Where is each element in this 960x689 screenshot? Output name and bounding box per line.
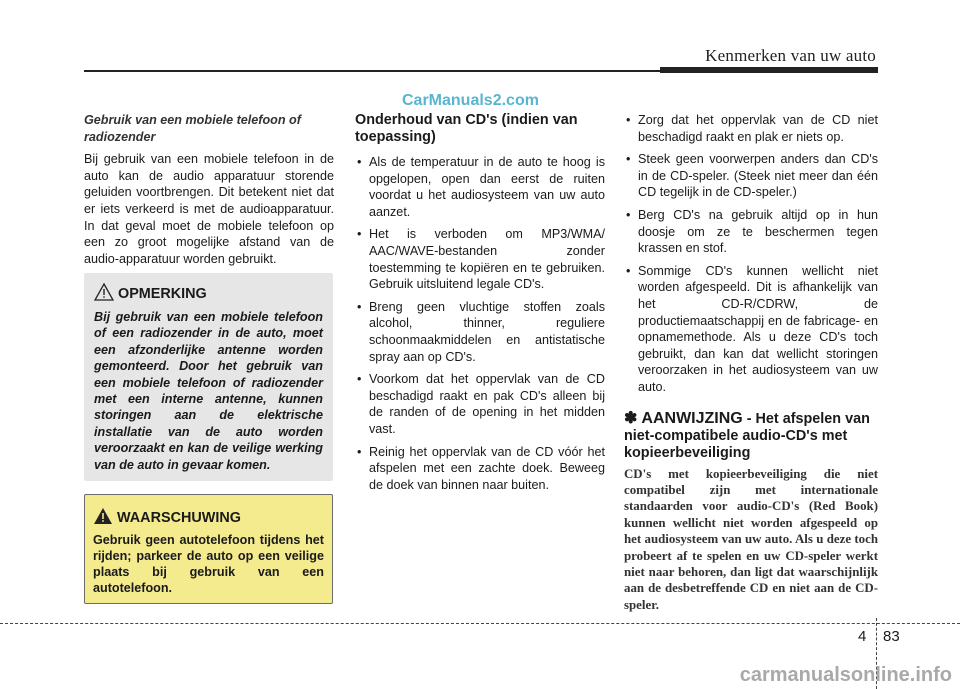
header-rule-accent (660, 67, 878, 73)
note-title: OPMERKING (118, 286, 207, 302)
header-rule (84, 70, 660, 72)
list-item: • Het is verboden om MP3/WMA/ AAC/WAVE-bestanden zonder toestemming te kopiëren en te gebruiken. Gebruik uitsluitend legale CD's. (355, 226, 605, 292)
warning-title: WAARSCHUWING (117, 510, 241, 526)
note-body: Bij gebruik van een mobiele telefoon of een radiozender in de auto, moet een afzonderlijke antenne worden gemonteerd. Door het gebruik van een mobiele telefoon of radiozender met een interne antenne, kunnen storingen aan de elektrische installatie van de auto worden veroorzaakt en kan de veilige werking van de auto in gevaar komen. (94, 310, 323, 472)
watermark-bottom: carmanualsonline.info (739, 664, 952, 686)
watermark-top: CarManuals2.com (402, 92, 539, 109)
note-box (84, 273, 333, 481)
list-item: • Voorkom dat het oppervlak van de CD beschadigd raakt en pak CD's alleen bij de randen of de opening in het midden vast. (355, 371, 605, 437)
list-item: • Breng geen vluchtige stoffen zoals alcohol, thinner, reguliere schoonmaakmiddelen en antistatische spray aan op CD's. (355, 299, 605, 365)
caution-triangle-icon (94, 283, 118, 305)
page-header-title: Kenmerken van uw auto (705, 46, 876, 65)
mobile-phone-paragraph: Bij gebruik van een mobiele telefoon in de auto kan de audio apparatuur storende geluiden voortbrengen. Dit betekent niet dat er iets verkeerd is met de audioapparatuur. In dat geval moet de mobiele telefoon op een zo groot mogelijke afstand van de audio-apparatuur worden gebruikt. (84, 152, 334, 266)
warning-header (93, 507, 332, 529)
list-item: • Als de temperatuur in de auto te hoog is opgelopen, open dan eerst de ruiten voordat u het audiosysteem van uw auto aanzet. (355, 154, 605, 220)
column-1 (84, 112, 334, 267)
warning-body: Gebruik geen autotelefoon tijdens het rijden; parkeer de auto op een veilige plaats bij gebruik van een autotelefoon. (93, 533, 324, 595)
tip-heading (624, 410, 878, 462)
column-3 (624, 112, 878, 613)
list-item: • Zorg dat het oppervlak van de CD niet beschadigd raakt en plak er niets op. (624, 112, 878, 145)
column-2 (355, 112, 605, 499)
list-item: • Reinig het oppervlak van de CD vóór het afspelen met een zachte doek. Beweeg de doek van binnen naar buiten. (355, 444, 605, 494)
note-header (94, 283, 333, 305)
cd-care-list (624, 112, 878, 396)
cd-maintenance-title: Onderhoud van CD's (indien van toepassing) (355, 112, 578, 145)
tip-body: CD's met kopieerbeveiliging die niet compatibel zijn met internationale standaarden voor audio-CD's (Red Book) kunnen wellicht niet worden afgespeeld op het audiosysteem van uw auto. Als u deze toch probeert af te spelen en uw CD-speler werkt niet naar behoren, dan ligt dat waarschijnlijk aan de desbetreffende CD en niet aan de CD-speler. (624, 466, 878, 612)
list-item: • Berg CD's na gebruik altijd op in hun doosje om ze te beschermen tegen krassen en stof. (624, 207, 878, 257)
warning-box (84, 494, 333, 604)
chapter-number: 4 (858, 628, 867, 645)
cd-maintenance-list (355, 154, 605, 493)
list-item: • Steek geen voorwerpen anders dan CD's in de CD-speler. (Steek niet meer dan één CD tegelijk in de CD-speler.) (624, 151, 878, 201)
page-number: 83 (883, 628, 900, 645)
tip-symbol-icon: ✽ (624, 409, 638, 427)
tip-label: AANWIJZING (641, 409, 743, 427)
tip-title: - Het afspelen van niet-compatibele audio-CD's met kopieerbeveiliging (624, 410, 870, 461)
mobile-phone-subhead: Gebruik van een mobiele telefoon of radiozender (84, 113, 301, 144)
warning-triangle-icon (93, 507, 117, 529)
list-item: • Sommige CD's kunnen wellicht niet worden afgespeeld. Dit is afhankelijk van het CD-R/CDRW, de productiemaatschappij en de fabricage- en opnamemethode. Als u deze CD's toch gebruikt, dan kan dat wellicht storingen veroorzaken in het audiosysteem van uw auto. (624, 263, 878, 396)
footer-rule (0, 623, 960, 624)
